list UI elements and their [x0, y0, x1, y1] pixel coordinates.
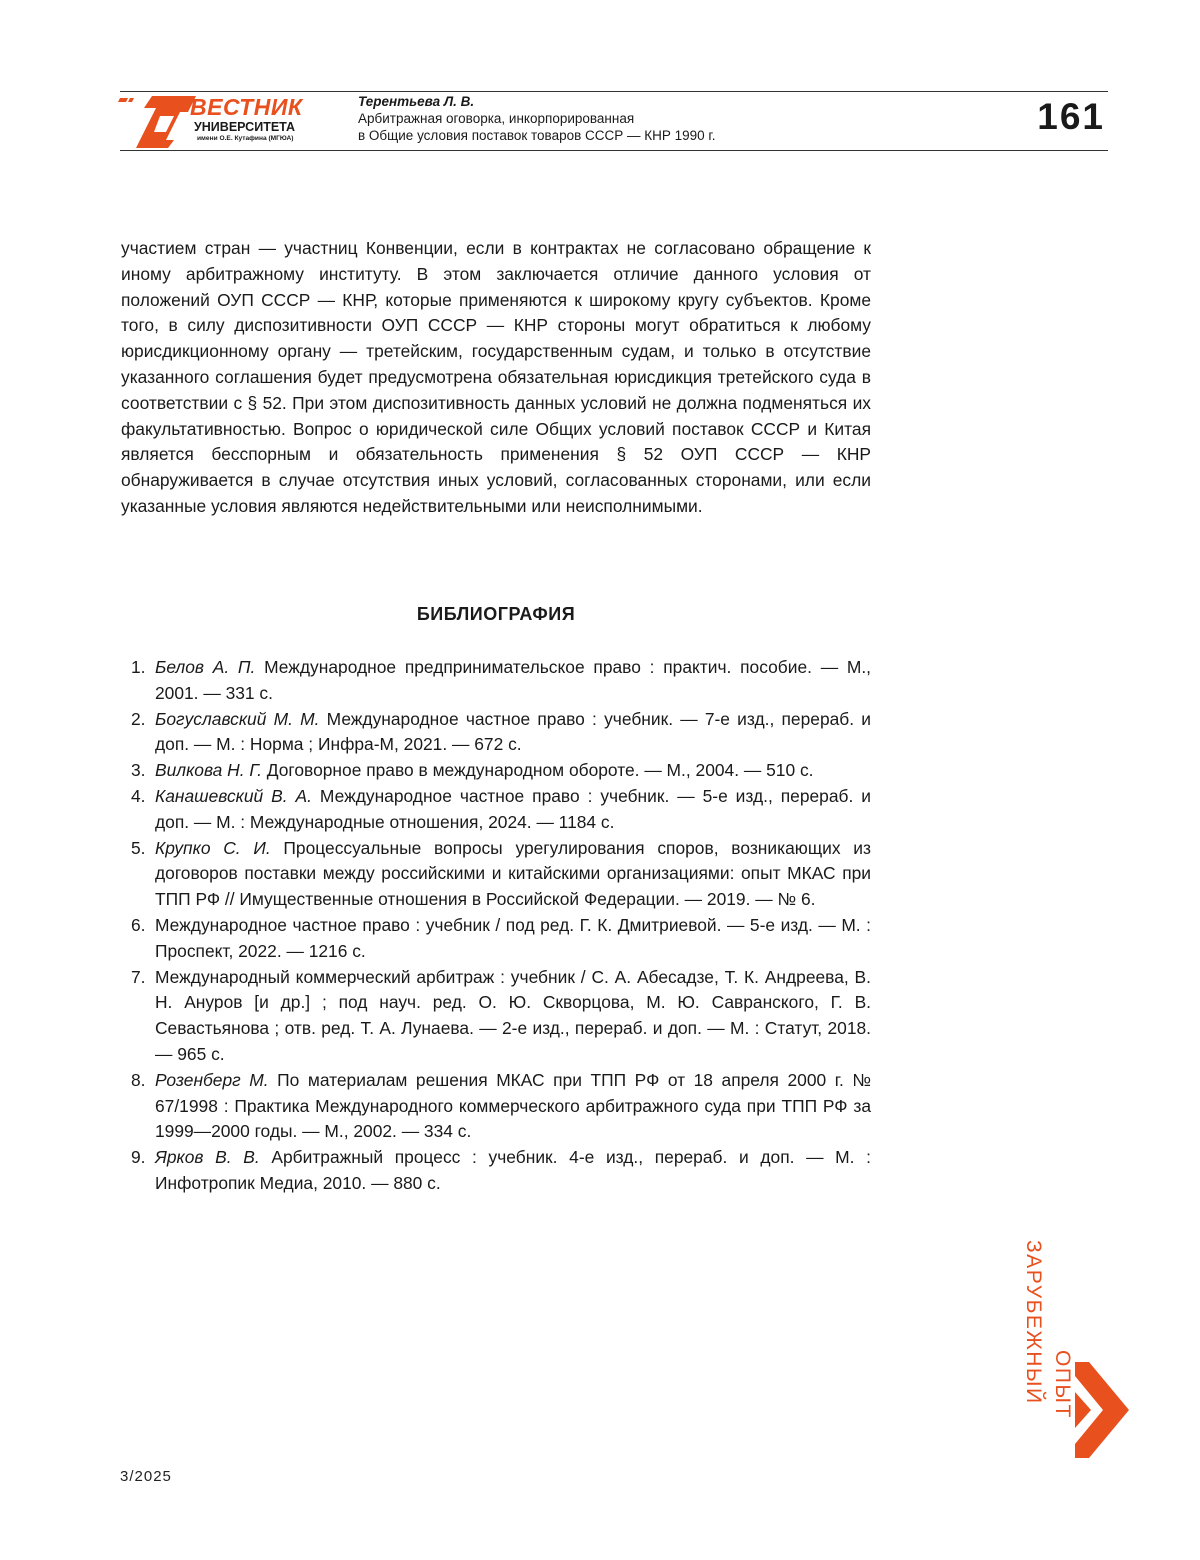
item-number: 8.: [131, 1068, 146, 1094]
body-paragraph: участием стран — участниц Конвенции, если в контрактах не согласовано обращение к иному арбитражному институту. В этом заключается отличие данного условия от положений ОУП СССР — КНР, которые применяются к широкому кругу субъектов. Кроме того, в силу диспозитивности ОУП СССР — КНР стороны могут обратиться к любому юрисдикционному органу — третейским, государственным судам, и только в отсутствие указанного соглашения будет предусмотрена обязательная юрисдикция третейского суда в соответствии с § 52. При этом диспозитивность данных условий не должна подменяться их факультативностью. Вопрос о юридической силе Общих условий поставок СССР и Китая является бесспорным и обязательность применения § 52 ОУП СССР — КНР обнаруживается в случае отсутствия иных условий, согласованных сторонами, или если указанные условия являются недействительными или неисполнимыми.: [121, 236, 871, 520]
item-text: Арбитражный процесс : учебник. 4-е изд., перераб. и доп. — М. : Инфотропик Медиа, 2010. — 880 с.: [155, 1147, 871, 1193]
item-text: По материалам решения МКАС при ТПП РФ от 18 апреля 2000 г. № 67/1998 : Практика Международного коммерческого арбитражного суда при ТПП РФ за 1999—2000 годы. — М., 2002. — 334 с.: [155, 1070, 871, 1142]
item-text: Процессуальные вопросы урегулирования споров, возникающих из договоров поставки между российскими и китайскими организациями: опыт МКАС при ТПП РФ // Имущественные отношения в Российской Федерации. — 2019. — № 6.: [155, 838, 871, 910]
bibliography-item: [121, 707, 871, 759]
item-author: Канашевский В. А.: [155, 786, 312, 806]
running-header-author: Терентьева Л. В.: [358, 93, 715, 110]
header-rule-bottom: [120, 150, 1108, 151]
bibliography-item: [121, 655, 871, 707]
bibliography-item: [121, 1145, 871, 1197]
logo-emblem-icon: [118, 92, 198, 150]
section-arrow-icon: [1075, 1362, 1131, 1458]
section-label-line-1: ЗАРУБЕЖНЫЙ: [1005, 1240, 1045, 1426]
running-header-title-1: Арбитражная оговорка, инкорпорированная: [358, 110, 715, 127]
item-text: Международный коммерческий арбитраж : учебник / С. А. Абесадзе, Т. К. Андреева, В. Н. Ануров [и др.] ; под науч. ред. О. Ю. Скворцова, М. Ю. Савранского, Г. В. Севастьянова ; отв. ред. Т. А. Лунаева. — 2-е изд., перераб. и доп. — М. : Статут, 2018. — 965 с.: [155, 967, 871, 1064]
item-number: 5.: [131, 836, 146, 862]
bibliography-item: [121, 758, 871, 784]
item-number: 2.: [131, 707, 146, 733]
journal-logo[interactable]: [118, 92, 323, 150]
logo-line-1: ВЕСТНИК: [190, 94, 303, 121]
item-text: Международное частное право : учебник / под ред. Г. К. Дмитриевой. — 5-е изд. — М. : Проспект, 2022. — 1216 с.: [155, 915, 871, 961]
item-number: 9.: [131, 1145, 146, 1171]
item-author: Розенберг М.: [155, 1070, 269, 1090]
bibliography-list: [121, 655, 871, 1197]
section-label-line-2: ОПЫТ: [1034, 1350, 1074, 1426]
item-text: Международное предпринимательское право : практич. пособие. — М., 2001. — 331 с.: [155, 657, 871, 703]
bibliography-item: [121, 784, 871, 836]
page-number: 161: [1037, 96, 1105, 138]
item-text: Договорное право в международном обороте. — М., 2004. — 510 с.: [262, 760, 814, 780]
issue-number: 3/2025: [120, 1468, 172, 1485]
bibliography-item: [121, 1068, 871, 1145]
bibliography-title: БИБЛИОГРАФИЯ: [121, 604, 871, 625]
item-author: Белов А. П.: [155, 657, 255, 677]
item-number: 6.: [131, 913, 146, 939]
item-number: 7.: [131, 965, 146, 991]
item-number: 1.: [131, 655, 146, 681]
item-number: 4.: [131, 784, 146, 810]
item-text: Международное частное право : учебник. — 5-е изд., перераб. и доп. — М. : Международные отношения, 2024. — 1184 с.: [155, 786, 871, 832]
item-author: Богуславский М. М.: [155, 709, 319, 729]
item-author: Ярков В. В.: [155, 1147, 260, 1167]
bibliography-item: [121, 836, 871, 913]
item-number: 3.: [131, 758, 146, 784]
item-text: Международное частное право : учебник. — 7-е изд., перераб. и доп. — М. : Норма ; Инфра-М, 2021. — 672 с.: [155, 709, 871, 755]
running-header-title-2: в Общие условия поставок товаров СССР — КНР 1990 г.: [358, 127, 715, 144]
bibliography-item: [121, 965, 871, 1068]
bibliography-item: [121, 913, 871, 965]
logo-line-2: УНИВЕРСИТЕТА: [194, 120, 295, 134]
item-author: Крупко С. И.: [155, 838, 271, 858]
item-author: Вилкова Н. Г.: [155, 760, 262, 780]
logo-line-3: имени О.Е. Кутафина (МГЮА): [197, 135, 293, 142]
running-header: [358, 93, 715, 144]
